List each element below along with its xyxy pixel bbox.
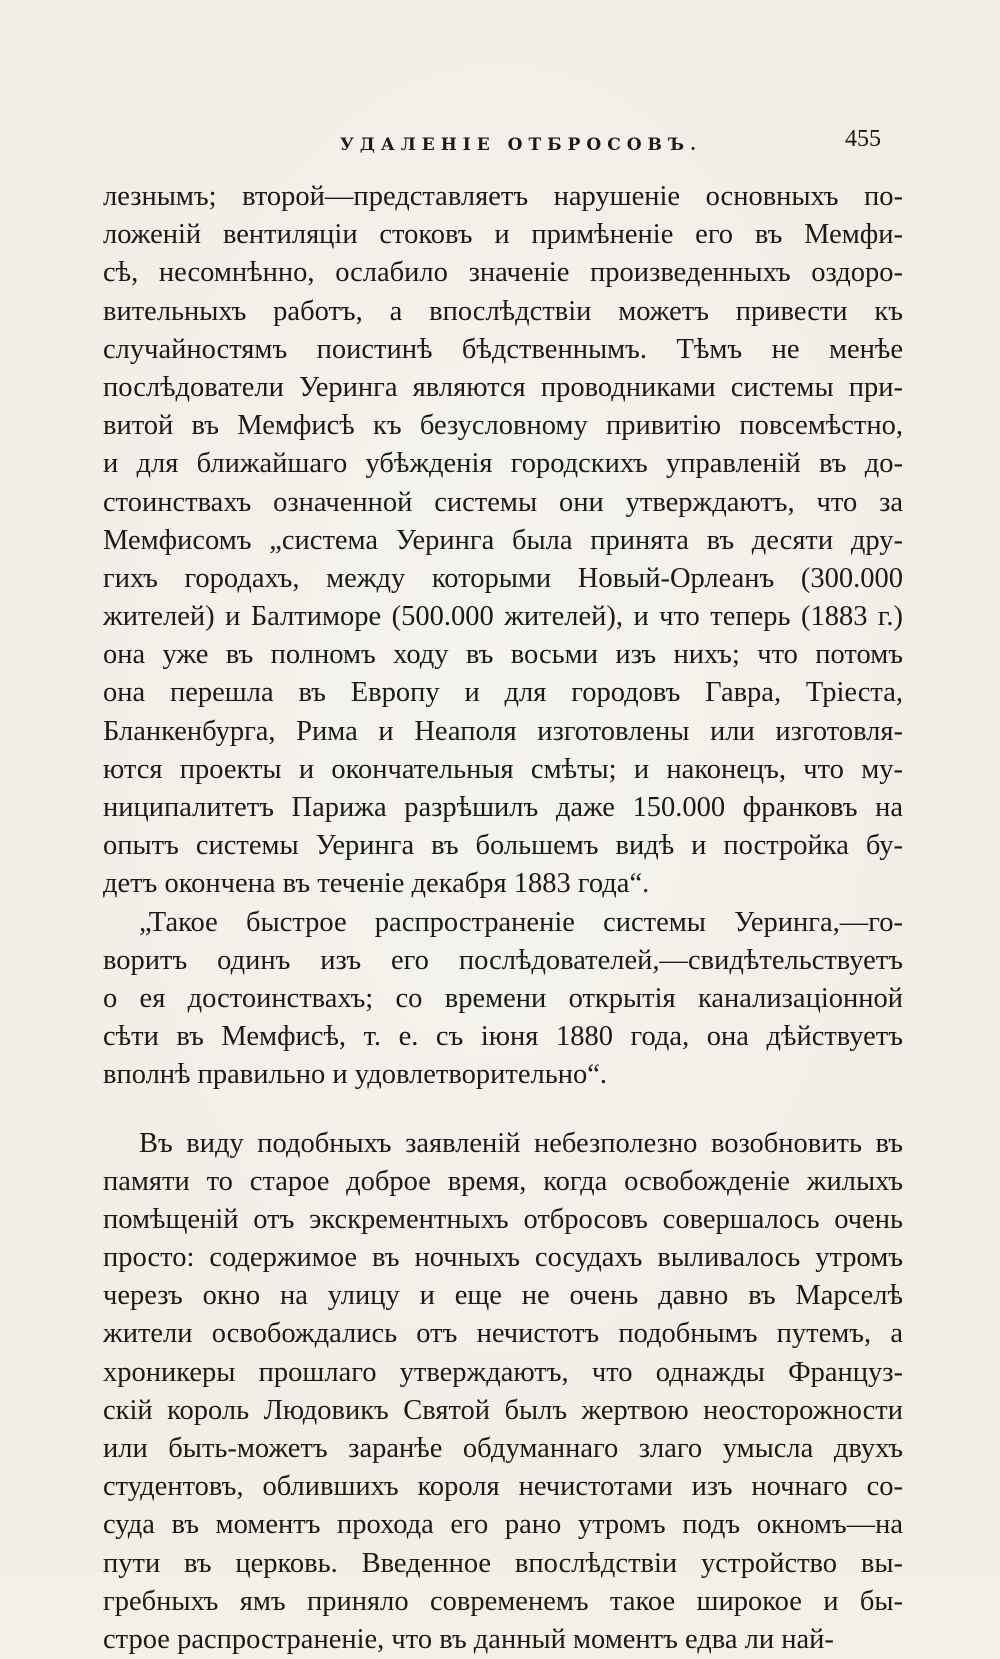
text-line: строе распространеніе, что въ данный моментъ едва ли най- — [103, 1621, 903, 1659]
text-line: ются проекты и окончательныя смѣты; и наконецъ, что му- — [103, 751, 903, 789]
text-line: пути въ церковь. Введенное впослѣдствіи устройство вы- — [103, 1545, 903, 1583]
text-line: или быть-можетъ заранѣе обдуманнаго злаго умысла двухъ — [103, 1430, 903, 1468]
text-line: случайностямъ поистинѣ бѣдственнымъ. Тѣмъ не менѣе — [103, 331, 903, 369]
text-line: стоинствахъ означенной системы они утверждаютъ, что за — [103, 484, 903, 522]
text-line: сѣти въ Мемфисѣ, т. е. съ іюня 1880 года, она дѣйствуетъ — [103, 1018, 903, 1056]
text-line: Въ виду подобныхъ заявленій небезполезно возобновить въ — [103, 1125, 903, 1163]
text-line: сѣ, несомнѣнно, ослабило значеніе произведенныхъ оздоро- — [103, 254, 903, 292]
text-line: жителей) и Балтиморе (500.000 жителей), и что теперь (1883 г.) — [103, 598, 903, 636]
text-line: студентовъ, облившихъ короля нечистотами изъ ночнаго со- — [103, 1468, 903, 1506]
paragraph-gap — [103, 1095, 903, 1125]
text-line: просто: содержимое въ ночныхъ сосудахъ выливалось утромъ — [103, 1239, 903, 1277]
body-text — [103, 178, 903, 1659]
text-line: детъ окончена въ теченіе декабря 1883 года“. — [103, 865, 903, 903]
text-line: ложеній вентиляціи стоковъ и примѣненіе его въ Мемфи- — [103, 216, 903, 254]
text-line: лезнымъ; второй—представляетъ нарушеніе основныхъ по- — [103, 178, 903, 216]
text-line: жители освобождались отъ нечистотъ подобнымъ путемъ, а — [103, 1315, 903, 1353]
text-line: послѣдователи Уеринга являются проводниками системы при- — [103, 369, 903, 407]
text-line: воритъ одинъ изъ его послѣдователей,—свидѣтельствуетъ — [103, 942, 903, 980]
text-line: и для ближайшаго убѣжденія городскихъ управленій въ до- — [103, 445, 903, 483]
text-line: ниципалитетъ Парижа разрѣшилъ даже 150.000 франковъ на — [103, 789, 903, 827]
text-line: скій король Людовикъ Святой былъ жертвою неосторожности — [103, 1392, 903, 1430]
text-line: она перешла въ Европу и для городовъ Гавра, Тріеста, — [103, 674, 903, 712]
text-line: суда въ моментъ прохода его рано утромъ подъ окномъ—на — [103, 1506, 903, 1544]
text-line: опытъ системы Уеринга въ большемъ видѣ и постройка бу- — [103, 827, 903, 865]
text-line: вительныхъ работъ, а впослѣдствіи можетъ привести къ — [103, 293, 903, 331]
text-line: она уже въ полномъ ходу въ восьми изъ нихъ; что потомъ — [103, 636, 903, 674]
text-line: Бланкенбурга, Рима и Неаполя изготовлены или изготовля- — [103, 713, 903, 751]
text-line: памяти то старое доброе время, когда освобожденіе жилыхъ — [103, 1163, 903, 1201]
text-line: о ея достоинствахъ; со времени открытія канализаціонной — [103, 980, 903, 1018]
text-line: вполнѣ правильно и удовлетворительно“. — [103, 1056, 903, 1094]
text-line: Мемфисомъ „система Уеринга была принята въ десяти дру- — [103, 522, 903, 560]
text-line: гребныхъ ямъ приняло современемъ такое широкое и бы- — [103, 1583, 903, 1621]
text-line: хроникеры прошлаго утверждаютъ, что однажды Француз- — [103, 1354, 903, 1392]
running-head: УДАЛЕНІЕ ОТБРОСОВЪ. — [340, 135, 702, 155]
paragraph — [103, 904, 903, 1095]
text-line: черезъ окно на улицу и еще не очень давно въ Марселѣ — [103, 1277, 903, 1315]
text-line: „Такое быстрое распространеніе системы Уеринга,—го- — [103, 904, 903, 942]
paragraph — [103, 1125, 903, 1659]
paragraph — [103, 178, 903, 904]
page-number: 455 — [845, 126, 881, 153]
text-line: гихъ городахъ, между которыми Новый-Орлеанъ (300.000 — [103, 560, 903, 598]
text-line: помѣщеній отъ экскрементныхъ отбросовъ совершалось очень — [103, 1201, 903, 1239]
text-line: витой въ Мемфисѣ къ безусловному привитію повсемѣстно, — [103, 407, 903, 445]
